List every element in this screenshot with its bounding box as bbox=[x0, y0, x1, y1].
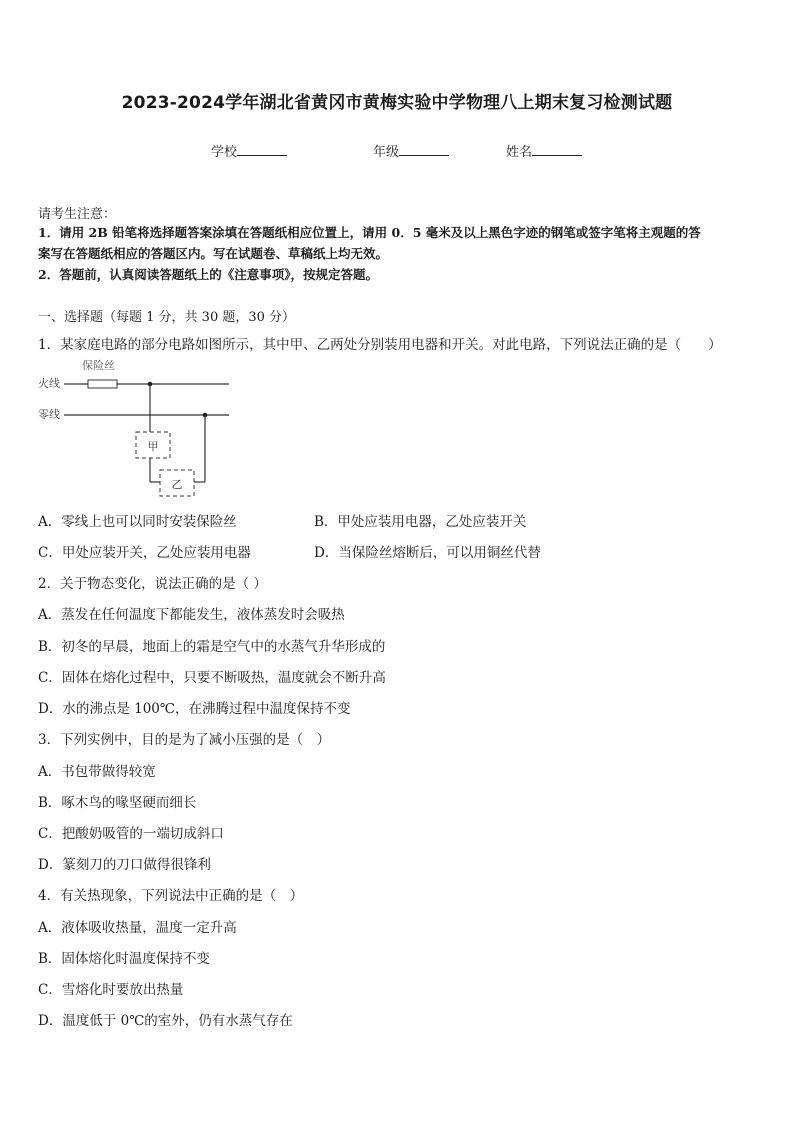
fuse-symbol bbox=[88, 380, 117, 388]
school-label: 学校 bbox=[211, 145, 238, 160]
grade-label: 年级 bbox=[373, 145, 400, 160]
live-wire-label: 火线 bbox=[38, 377, 60, 390]
question-2-stem: 2．关于物态变化，说法正确的是（ ） bbox=[38, 576, 267, 592]
fuse-label: 保险丝 bbox=[82, 359, 115, 372]
school-blank bbox=[237, 142, 287, 156]
question-4-option-d: D．温度低于 0℃的室外，仍有水蒸气存在 bbox=[38, 1013, 293, 1029]
yi-label: 乙 bbox=[171, 478, 183, 491]
question-4-option-a: A．液体吸收热量，温度一定升高 bbox=[38, 920, 237, 936]
notice-line-2: 2．答题前，认真阅读答题纸上的《注意事项》，按规定答题。 bbox=[38, 267, 378, 282]
neutral-wire-label: 零线 bbox=[38, 408, 60, 421]
notice-line-1a: 1．请用 2B 铅笔将选择题答案涂填在答题纸相应位置上，请用 0．5 毫米及以上黑色字迹的钢笔或签字笔将主观题的答 bbox=[38, 225, 701, 240]
question-1-option-c: C．甲处应装开关，乙处应装用电器 bbox=[38, 545, 251, 561]
question-3-option-b: B．啄木鸟的喙坚硬而细长 bbox=[38, 795, 197, 811]
jia-label: 甲 bbox=[147, 440, 159, 453]
question-4-option-c: C．雪熔化时要放出热量 bbox=[38, 982, 184, 998]
notice-heading: 请考生注意： bbox=[38, 207, 117, 222]
question-1-stem: 1．某家庭电路的部分电路如图所示，其中甲、乙两处分别装用电器和开关。对此电路，下列说法正确的是（ ） bbox=[38, 337, 722, 353]
question-3-option-d: D．篆刻刀的刀口做得很锋利 bbox=[38, 857, 211, 873]
question-3-option-a: A．书包带做得较宽 bbox=[38, 764, 156, 780]
name-label: 姓名 bbox=[506, 145, 533, 160]
question-2-option-a: A．蒸发在任何温度下都能发生，液体蒸发时会吸热 bbox=[38, 607, 345, 623]
circuit-diagram bbox=[36, 356, 236, 501]
grade-field bbox=[373, 141, 449, 160]
question-1-option-b: B．甲处应装用电器，乙处应装开关 bbox=[314, 514, 527, 530]
page-title: 2023-2024学年湖北省黄冈市黄梅实验中学物理八上期末复习检测试题 bbox=[121, 93, 673, 113]
section-heading: 一、选择题（每题 1 分，共 30 题，30 分） bbox=[38, 310, 296, 325]
school-field bbox=[211, 141, 287, 160]
question-1-option-a: A．零线上也可以同时安装保险丝 bbox=[38, 514, 237, 530]
notice-line-1b: 案写在答题纸相应的答题区内。写在试题卷、草稿纸上均无效。 bbox=[38, 246, 389, 261]
question-1-option-d: D．当保险丝熔断后，可以用铜丝代替 bbox=[314, 545, 541, 561]
question-2-option-b: B．初冬的早晨，地面上的霜是空气中的水蒸气升华形成的 bbox=[38, 639, 386, 655]
question-4-option-b: B．固体熔化时温度保持不变 bbox=[38, 951, 210, 967]
question-3-stem: 3．下列实例中，目的是为了减小压强的是（ ） bbox=[38, 732, 331, 748]
grade-blank bbox=[399, 142, 449, 156]
question-4-stem: 4．有关热现象，下列说法中正确的是（ ） bbox=[38, 888, 304, 904]
question-3-option-c: C．把酸奶吸管的一端切成斜口 bbox=[38, 826, 224, 842]
name-field bbox=[506, 141, 582, 160]
name-blank bbox=[532, 142, 582, 156]
question-2-option-d: D．水的沸点是 100℃，在沸腾过程中温度保持不变 bbox=[38, 701, 351, 717]
question-2-option-c: C．固体在熔化过程中，只要不断吸热，温度就会不断升高 bbox=[38, 670, 386, 686]
